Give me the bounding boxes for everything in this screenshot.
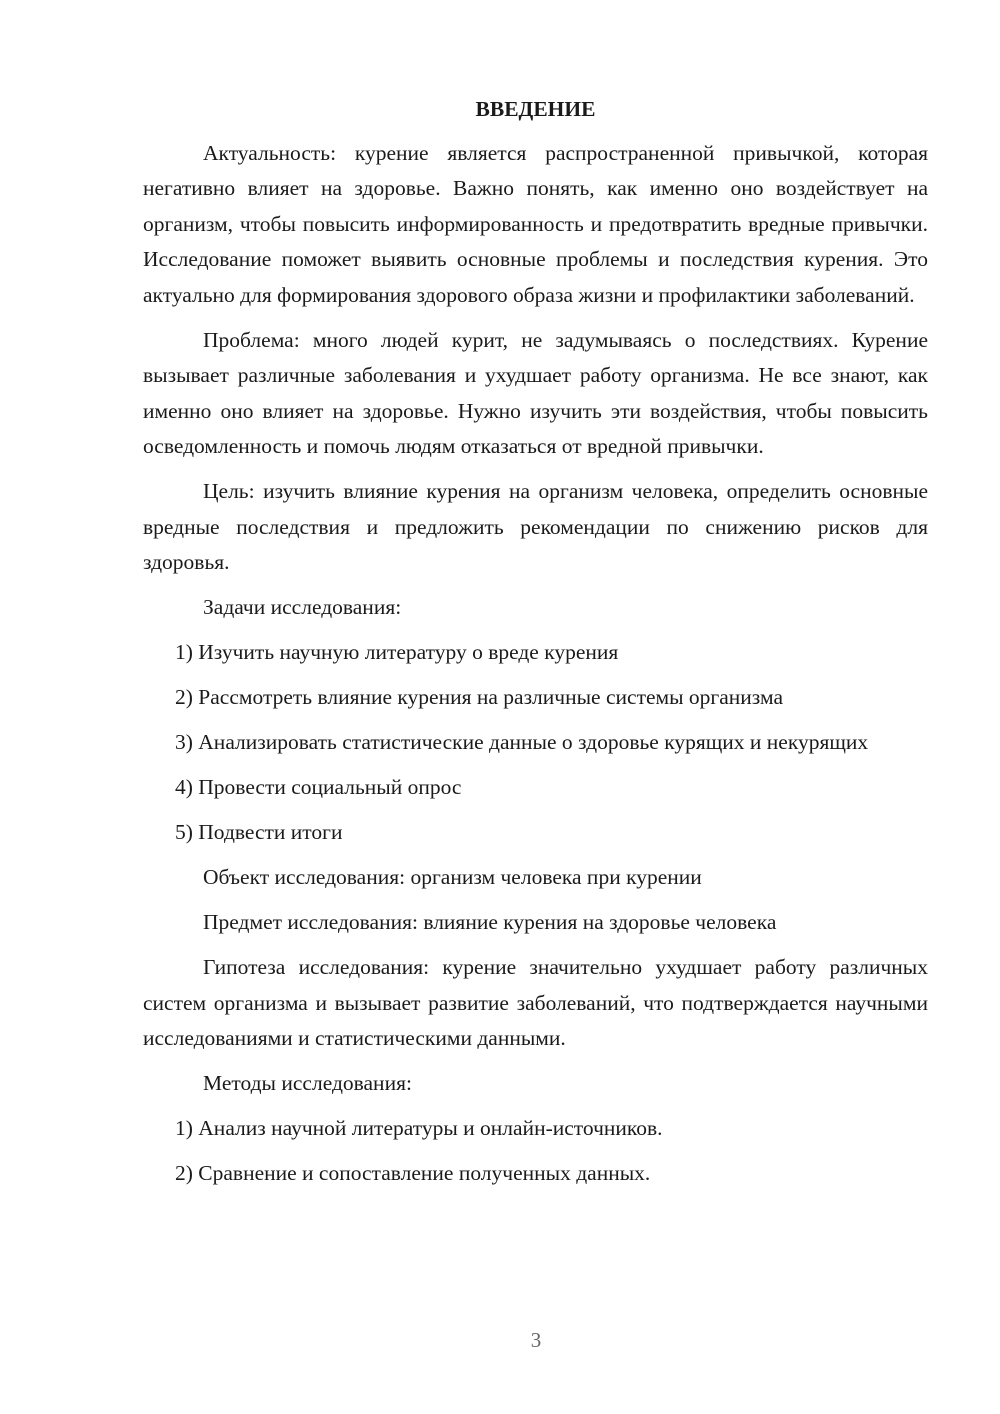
research-object: Объект исследования: организм человека при курении xyxy=(203,865,702,889)
page-number: 3 xyxy=(530,1328,542,1352)
goal-paragraph: Цель: изучить влияние курения на организм человека, определить основные вредные последствия и предложить рекомендации по снижению рисков для здоровья. xyxy=(143,479,928,574)
section-heading: ВВЕДЕНИЕ xyxy=(475,97,596,121)
research-subject: Предмет исследования: влияние курения на здоровье человека xyxy=(203,910,777,934)
method-item-2: 2) Сравнение и сопоставление полученных данных. xyxy=(175,1161,651,1185)
tasks-title: Задачи исследования: xyxy=(203,595,402,619)
task-item-5: 5) Подвести итоги xyxy=(175,820,343,844)
problem-paragraph: Проблема: много людей курит, не задумываясь о последствиях. Курение вызывает различные заболевания и ухудшает работу организма. Не все знают, как именно оно влияет на здоровье. Нужно изучить эти воздействия, чтобы повысить осведомленность и помочь людям отказаться от вредной привычки. xyxy=(143,327,928,458)
hypothesis-paragraph: Гипотеза исследования: курение значительно ухудшает работу различных систем организма и вызывает развитие заболеваний, что подтверждается научными исследованиями и статистическими данными. xyxy=(143,955,928,1050)
task-item-4: 4) Провести социальный опрос xyxy=(175,775,462,799)
methods-title: Методы исследования: xyxy=(203,1071,412,1095)
document-body xyxy=(143,92,928,1201)
task-item-1: 1) Изучить научную литературу о вреде курения xyxy=(175,640,619,664)
relevance-paragraph: Актуальность: курение является распространенной привычкой, которая негативно влияет на здоровье. Важно понять, как именно оно воздействует на организм, чтобы повысить информированность и предотвратить вредные привычки. Исследование поможет выявить основные проблемы и последствия курения. Это актуально для формирования здорового образа жизни и профилактики заболеваний. xyxy=(143,140,928,307)
method-item-1: 1) Анализ научной литературы и онлайн-источников. xyxy=(175,1116,663,1140)
task-item-3: 3) Анализировать статистические данные о здоровье курящих и некурящих xyxy=(175,730,869,754)
task-item-2: 2) Рассмотреть влияние курения на различные системы организма xyxy=(175,685,783,709)
